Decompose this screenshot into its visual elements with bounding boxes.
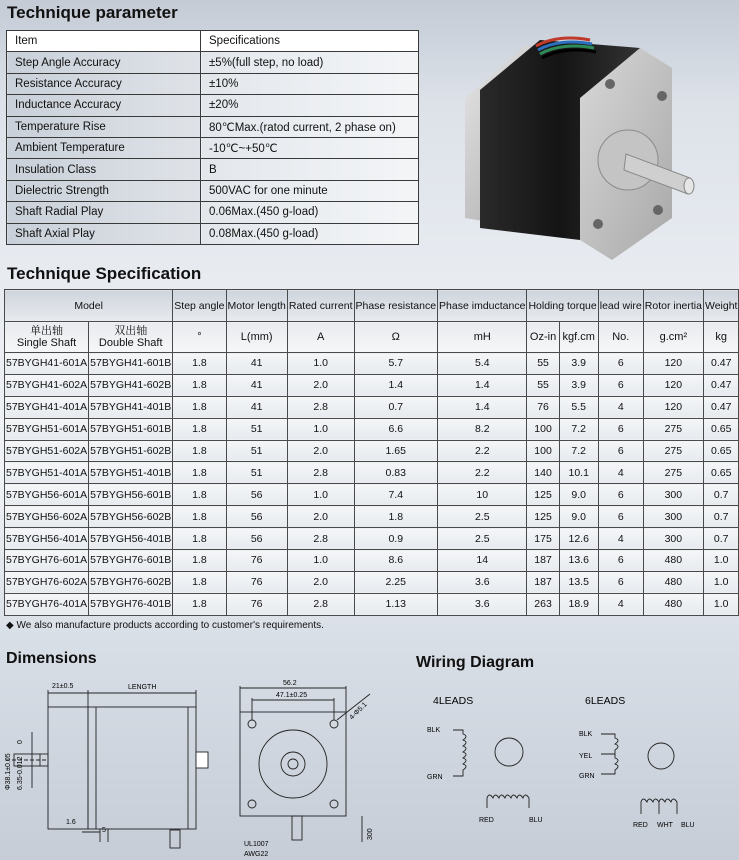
- cell-rated-current: 2.8: [287, 462, 354, 484]
- cell-phase-resistance: 8.6: [354, 550, 438, 572]
- cell-torque-ozin: 100: [527, 440, 559, 462]
- cell-phase-resistance: 5.7: [354, 353, 438, 375]
- spec-row: [5, 506, 739, 528]
- param-item: Dielectric Strength: [7, 180, 201, 201]
- unit-torque-kgfcm: kgf.cm: [559, 322, 598, 353]
- cell-lead-wire: 6: [598, 440, 643, 462]
- cell-motor-length: 76: [226, 550, 287, 572]
- unit-motor-length: L(mm): [226, 322, 287, 353]
- param-item: Step Angle Accuracy: [7, 52, 201, 73]
- cell-torque-ozin: 76: [527, 396, 559, 418]
- header-lead-wire: lead wire: [598, 290, 643, 322]
- spec-row: [5, 418, 739, 440]
- cell-step-angle: 1.8: [173, 484, 226, 506]
- cell-phase-resistance: 1.4: [354, 374, 438, 396]
- cell-phase-inductance: 10: [438, 484, 527, 506]
- stepper-motor-photo: [440, 28, 715, 265]
- cell-torque-ozin: 55: [527, 353, 559, 375]
- technique-parameter-title: Technique parameter: [7, 3, 178, 22]
- wiring-diagram-title: Wiring Diagram: [416, 654, 535, 671]
- cell-rated-current: 2.0: [287, 374, 354, 396]
- spec-row: [5, 484, 739, 506]
- dim-holes: 4-Φ5.1: [348, 701, 369, 722]
- cell-weight: 1.0: [703, 571, 739, 593]
- cell-lead-wire: 4: [598, 528, 643, 550]
- header-weight: Weight: [703, 290, 739, 322]
- cell-step-angle: 1.8: [173, 374, 226, 396]
- cell-torque-kgfcm: 3.9: [559, 353, 598, 375]
- cell-phase-inductance: 3.6: [438, 593, 527, 615]
- custom-manufacture-note: ◆ We also manufacture products according to customer's requirements.: [6, 620, 324, 631]
- param-row: [7, 223, 419, 244]
- spec-row: [5, 440, 739, 462]
- unit-phase-resistance: Ω: [354, 322, 438, 353]
- param-row: [7, 202, 419, 223]
- dim-ul1007: UL1007: [244, 841, 269, 848]
- dim-471: 47.1±0.25: [276, 692, 308, 699]
- four-leads-label: 4LEADS: [433, 695, 474, 707]
- param-row: [7, 137, 419, 158]
- cell-rotor-inertia: 300: [643, 484, 703, 506]
- param-spec: B: [201, 159, 419, 180]
- cell-rated-current: 2.0: [287, 571, 354, 593]
- cell-phase-resistance: 1.65: [354, 440, 438, 462]
- spec-row: [5, 528, 739, 550]
- param-spec: 0.06Max.(450 g-load): [201, 202, 419, 223]
- unit-weight: kg: [703, 322, 739, 353]
- wire-6-blu: BLU: [681, 822, 695, 829]
- unit-phase-inductance: mH: [438, 322, 527, 353]
- cell-weight: 0.47: [703, 353, 739, 375]
- cell-phase-inductance: 2.5: [438, 506, 527, 528]
- cell-rated-current: 1.0: [287, 484, 354, 506]
- cell-rated-current: 2.8: [287, 593, 354, 615]
- cell-torque-ozin: 125: [527, 506, 559, 528]
- dim-5: 5: [102, 827, 106, 834]
- cell-phase-resistance: 2.25: [354, 571, 438, 593]
- param-row: [7, 180, 419, 201]
- cell-torque-kgfcm: 5.5: [559, 396, 598, 418]
- wiring-drawing: [405, 672, 720, 860]
- cell-rotor-inertia: 120: [643, 374, 703, 396]
- cell-rotor-inertia: 480: [643, 550, 703, 572]
- cell-step-angle: 1.8: [173, 506, 226, 528]
- cell-rated-current: 1.0: [287, 418, 354, 440]
- cell-double-shaft-model: 57BYGH51-401B: [89, 462, 173, 484]
- cell-torque-kgfcm: 13.6: [559, 550, 598, 572]
- cell-torque-kgfcm: 9.0: [559, 506, 598, 528]
- cell-single-shaft-model: 57BYGH76-602A: [5, 571, 89, 593]
- header-phase-resistance: Phase resistance: [354, 290, 438, 322]
- cell-step-angle: 1.8: [173, 550, 226, 572]
- wire-4-red: RED: [479, 817, 494, 824]
- cell-step-angle: 1.8: [173, 528, 226, 550]
- wire-4-blk: BLK: [427, 727, 441, 734]
- param-spec: ±10%: [201, 73, 419, 94]
- cell-double-shaft-model: 57BYGH56-601B: [89, 484, 173, 506]
- param-row: [7, 95, 419, 116]
- header-step-angle: Step angle: [173, 290, 226, 322]
- cell-lead-wire: 4: [598, 593, 643, 615]
- dim-zero: 0: [17, 740, 24, 744]
- technique-specification-title: Technique Specification: [7, 264, 202, 283]
- cell-phase-inductance: 1.4: [438, 374, 527, 396]
- cell-torque-kgfcm: 18.9: [559, 593, 598, 615]
- param-item: Inductance Accuracy: [7, 95, 201, 116]
- cell-rated-current: 2.8: [287, 528, 354, 550]
- wire-6-yel: YEL: [579, 753, 593, 760]
- cell-lead-wire: 6: [598, 418, 643, 440]
- cell-single-shaft-model: 57BYGH51-602A: [5, 440, 89, 462]
- cell-torque-ozin: 140: [527, 462, 559, 484]
- cell-double-shaft-model: 57BYGH41-602B: [89, 374, 173, 396]
- cell-torque-kgfcm: 3.9: [559, 374, 598, 396]
- dim-dia38: Φ38.1±0.05: [5, 753, 12, 790]
- cell-torque-ozin: 125: [527, 484, 559, 506]
- cell-torque-kgfcm: 12.6: [559, 528, 598, 550]
- cell-rotor-inertia: 120: [643, 396, 703, 418]
- cell-torque-kgfcm: 13.5: [559, 571, 598, 593]
- cell-rated-current: 2.0: [287, 440, 354, 462]
- technique-specification-table: [4, 289, 739, 616]
- dim-300: 300: [367, 828, 374, 840]
- cell-phase-inductance: 5.4: [438, 353, 527, 375]
- unit-rated-current: A: [287, 322, 354, 353]
- cell-motor-length: 76: [226, 571, 287, 593]
- cell-weight: 0.47: [703, 374, 739, 396]
- cell-motor-length: 56: [226, 528, 287, 550]
- wire-6-blk: BLK: [579, 731, 593, 738]
- param-row: [7, 159, 419, 180]
- dimensions-title: Dimensions: [6, 650, 97, 667]
- cell-rated-current: 2.0: [287, 506, 354, 528]
- cell-weight: 0.7: [703, 484, 739, 506]
- header-model: Model: [5, 290, 173, 322]
- cell-rated-current: 1.0: [287, 353, 354, 375]
- spec-row: [5, 550, 739, 572]
- cell-rotor-inertia: 275: [643, 440, 703, 462]
- cell-double-shaft-model: 57BYGH41-601B: [89, 353, 173, 375]
- cell-weight: 0.7: [703, 506, 739, 528]
- cell-phase-resistance: 0.9: [354, 528, 438, 550]
- cell-weight: 0.47: [703, 396, 739, 418]
- unit-torque-ozin: Oz-in: [527, 322, 559, 353]
- cell-lead-wire: 6: [598, 550, 643, 572]
- cell-phase-resistance: 0.7: [354, 396, 438, 418]
- wire-6-red: RED: [633, 822, 648, 829]
- cell-lead-wire: 4: [598, 396, 643, 418]
- technique-parameter-table: [6, 30, 419, 245]
- cell-motor-length: 56: [226, 484, 287, 506]
- dim-awg22: AWG22: [244, 851, 269, 858]
- cell-phase-inductance: 2.2: [438, 462, 527, 484]
- cell-double-shaft-model: 57BYGH76-602B: [89, 571, 173, 593]
- spec-row: [5, 593, 739, 615]
- cell-double-shaft-model: 57BYGH56-602B: [89, 506, 173, 528]
- cell-double-shaft-model: 57BYGH51-602B: [89, 440, 173, 462]
- cell-single-shaft-model: 57BYGH56-602A: [5, 506, 89, 528]
- cell-phase-resistance: 6.6: [354, 418, 438, 440]
- cell-phase-inductance: 2.5: [438, 528, 527, 550]
- param-spec: 0.08Max.(450 g-load): [201, 223, 419, 244]
- cell-motor-length: 41: [226, 396, 287, 418]
- six-leads-label: 6LEADS: [585, 695, 626, 707]
- spec-row: [5, 396, 739, 418]
- spec-row: [5, 374, 739, 396]
- param-header-spec: Specifications: [201, 31, 419, 52]
- param-spec: 80℃Max.(ratod current, 2 phase on): [201, 116, 419, 137]
- cell-phase-inductance: 1.4: [438, 396, 527, 418]
- header-phase-inductance: Phase imductance: [438, 290, 527, 322]
- cell-motor-length: 76: [226, 593, 287, 615]
- cell-double-shaft-model: 57BYGH76-601B: [89, 550, 173, 572]
- cell-torque-ozin: 263: [527, 593, 559, 615]
- header-double-shaft: 双出轴 Double Shaft: [89, 322, 173, 353]
- cell-motor-length: 41: [226, 374, 287, 396]
- param-item: Resistance Accuracy: [7, 73, 201, 94]
- cell-weight: 1.0: [703, 550, 739, 572]
- param-spec: ±20%: [201, 95, 419, 116]
- cell-phase-resistance: 7.4: [354, 484, 438, 506]
- cell-motor-length: 41: [226, 353, 287, 375]
- cell-weight: 0.65: [703, 440, 739, 462]
- param-header-item: Item: [7, 31, 201, 52]
- cell-motor-length: 56: [226, 506, 287, 528]
- cell-rated-current: 2.8: [287, 396, 354, 418]
- cell-rotor-inertia: 275: [643, 462, 703, 484]
- cell-single-shaft-model: 57BYGH41-401A: [5, 396, 89, 418]
- wire-4-blu: BLU: [529, 817, 543, 824]
- cell-single-shaft-model: 57BYGH41-602A: [5, 374, 89, 396]
- cell-motor-length: 51: [226, 418, 287, 440]
- cell-phase-resistance: 0.83: [354, 462, 438, 484]
- wire-6-wht: WHT: [657, 822, 673, 829]
- cell-lead-wire: 6: [598, 374, 643, 396]
- dim-16: 1.6: [66, 819, 76, 826]
- dim-length: LENGTH: [128, 684, 157, 691]
- param-item: Ambient Temperature: [7, 137, 201, 158]
- param-item: Temperature Rise: [7, 116, 201, 137]
- cell-phase-resistance: 1.8: [354, 506, 438, 528]
- param-item: Shaft Radial Play: [7, 202, 201, 223]
- wire-4-grn: GRN: [427, 774, 443, 781]
- param-spec: -10℃~+50℃: [201, 137, 419, 158]
- cell-motor-length: 51: [226, 462, 287, 484]
- cell-torque-ozin: 100: [527, 418, 559, 440]
- cell-single-shaft-model: 57BYGH76-601A: [5, 550, 89, 572]
- unit-lead-wire: No.: [598, 322, 643, 353]
- cell-phase-inductance: 8.2: [438, 418, 527, 440]
- cell-torque-kgfcm: 7.2: [559, 418, 598, 440]
- cell-torque-kgfcm: 7.2: [559, 440, 598, 462]
- cell-step-angle: 1.8: [173, 571, 226, 593]
- param-item: Insulation Class: [7, 159, 201, 180]
- cell-rotor-inertia: 275: [643, 418, 703, 440]
- cell-step-angle: 1.8: [173, 353, 226, 375]
- header-rotor-inertia: Rotor inertia: [643, 290, 703, 322]
- cell-torque-ozin: 55: [527, 374, 559, 396]
- param-item: Shaft Axial Play: [7, 223, 201, 244]
- cell-lead-wire: 6: [598, 353, 643, 375]
- cell-lead-wire: 6: [598, 484, 643, 506]
- cell-double-shaft-model: 57BYGH76-401B: [89, 593, 173, 615]
- cell-lead-wire: 4: [598, 462, 643, 484]
- unit-step-angle: °: [173, 322, 226, 353]
- cell-torque-ozin: 187: [527, 550, 559, 572]
- dim-21: 21±0.5: [52, 683, 74, 690]
- param-spec: 500VAC for one minute: [201, 180, 419, 201]
- header-rated-current: Rated current: [287, 290, 354, 322]
- wire-6-grn: GRN: [579, 773, 595, 780]
- spec-row: [5, 571, 739, 593]
- cell-double-shaft-model: 57BYGH51-601B: [89, 418, 173, 440]
- cell-step-angle: 1.8: [173, 440, 226, 462]
- header-motor-length: Motor length: [226, 290, 287, 322]
- spec-row: [5, 353, 739, 375]
- spec-row: [5, 462, 739, 484]
- header-single-shaft: 单出轴 Single Shaft: [5, 322, 89, 353]
- cell-weight: 0.65: [703, 462, 739, 484]
- cell-single-shaft-model: 57BYGH76-401A: [5, 593, 89, 615]
- cell-single-shaft-model: 57BYGH56-401A: [5, 528, 89, 550]
- cell-step-angle: 1.8: [173, 462, 226, 484]
- cell-phase-inductance: 14: [438, 550, 527, 572]
- cell-weight: 1.0: [703, 593, 739, 615]
- cell-phase-inductance: 2.2: [438, 440, 527, 462]
- param-row: [7, 116, 419, 137]
- cell-weight: 0.7: [703, 528, 739, 550]
- cell-rated-current: 1.0: [287, 550, 354, 572]
- dim-dia635: 6.35-0.012: [17, 756, 24, 790]
- param-row: [7, 52, 419, 73]
- cell-single-shaft-model: 57BYGH41-601A: [5, 353, 89, 375]
- cell-double-shaft-model: 57BYGH56-401B: [89, 528, 173, 550]
- cell-step-angle: 1.8: [173, 593, 226, 615]
- cell-motor-length: 51: [226, 440, 287, 462]
- cell-single-shaft-model: 57BYGH56-601A: [5, 484, 89, 506]
- cell-weight: 0.65: [703, 418, 739, 440]
- cell-single-shaft-model: 57BYGH51-601A: [5, 418, 89, 440]
- cell-rotor-inertia: 120: [643, 353, 703, 375]
- cell-rotor-inertia: 300: [643, 506, 703, 528]
- cell-phase-inductance: 3.6: [438, 571, 527, 593]
- dimensions-drawing: [0, 672, 405, 860]
- cell-torque-ozin: 175: [527, 528, 559, 550]
- cell-rotor-inertia: 480: [643, 593, 703, 615]
- cell-rotor-inertia: 300: [643, 528, 703, 550]
- dim-562: 56.2: [283, 680, 297, 687]
- cell-lead-wire: 6: [598, 506, 643, 528]
- cell-phase-resistance: 1.13: [354, 593, 438, 615]
- cell-torque-ozin: 187: [527, 571, 559, 593]
- cell-rotor-inertia: 480: [643, 571, 703, 593]
- cell-step-angle: 1.8: [173, 396, 226, 418]
- cell-double-shaft-model: 57BYGH41-401B: [89, 396, 173, 418]
- param-row: [7, 73, 419, 94]
- param-spec: ±5%(full step, no load): [201, 52, 419, 73]
- cell-torque-kgfcm: 9.0: [559, 484, 598, 506]
- cell-single-shaft-model: 57BYGH51-401A: [5, 462, 89, 484]
- cell-step-angle: 1.8: [173, 418, 226, 440]
- cell-lead-wire: 6: [598, 571, 643, 593]
- unit-rotor-inertia: g.cm²: [643, 322, 703, 353]
- header-holding-torque: Holding torque: [527, 290, 598, 322]
- param-header-row: [7, 31, 419, 52]
- cell-torque-kgfcm: 10.1: [559, 462, 598, 484]
